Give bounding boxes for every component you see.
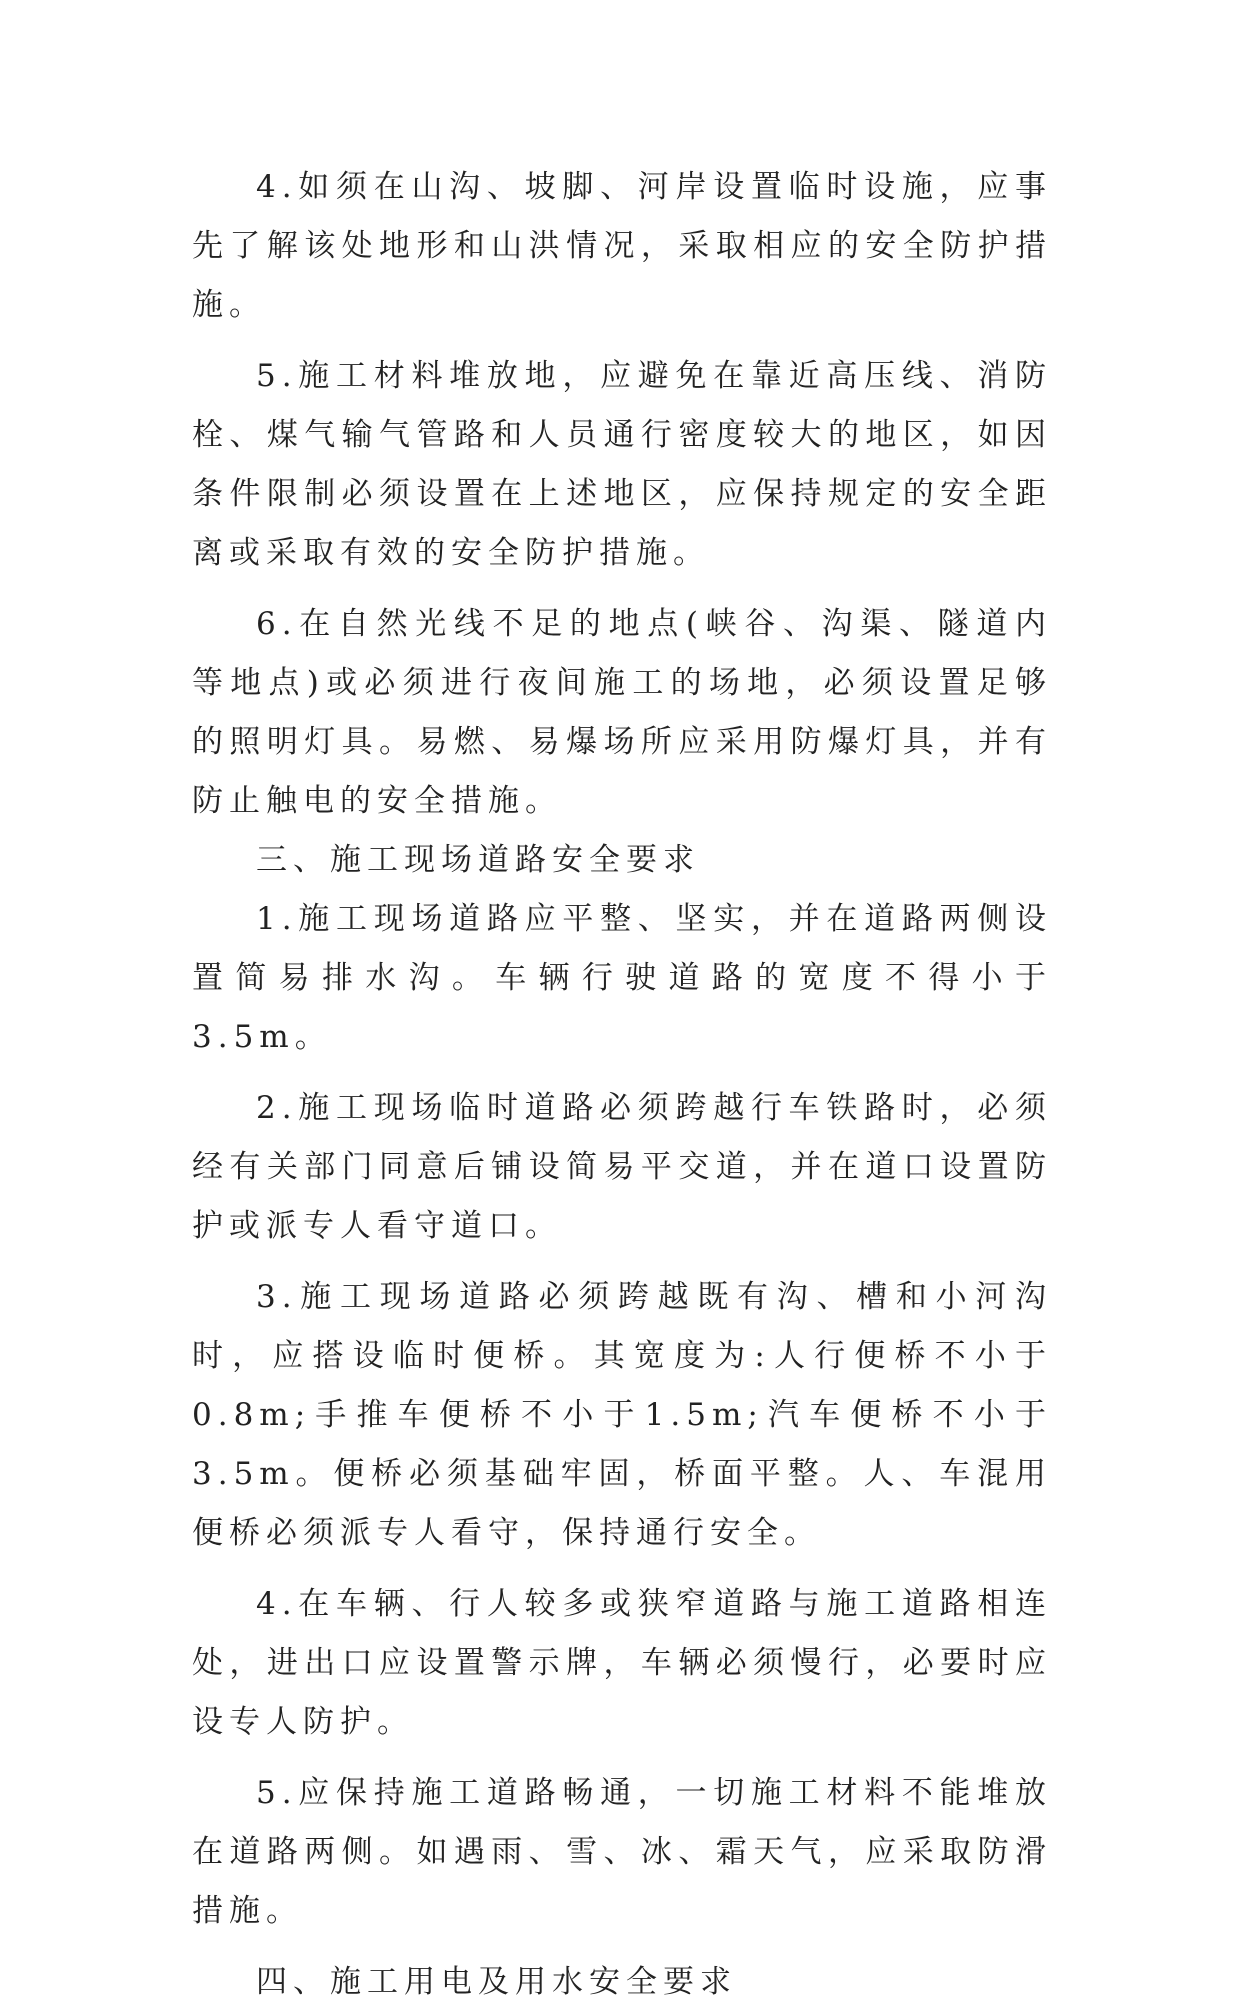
paragraph-road-3: 3.施工现场道路必须跨越既有沟、槽和小河沟时，应搭设临时便桥。其宽度为:人行便桥不小于0.8m;手推车便桥不小于1.5m;汽车便桥不小于3.5m。便桥必须基础牢固，桥面平整。人、车混用便桥必须派专人看守，保持通行安全。 — [192, 1279, 1052, 1551]
section-heading-road-safety: 三、施工现场道路安全要求 — [256, 842, 700, 878]
paragraph-4-temporary-facilities: 4.如须在山沟、坡脚、河岸设置临时设施，应事先了解该处地形和山洪情况，采取相应的安全防护措施。 — [192, 169, 1052, 323]
paragraph-5-material-storage: 5.施工材料堆放地，应避免在靠近高压线、消防栓、煤气输气管路和人员通行密度较大的地区，如因条件限制必须设置在上述地区，应保持规定的安全距离或采取有效的安全防护措施。 — [192, 358, 1052, 571]
section-heading-electricity-water: 四、施工用电及用水安全要求 — [256, 1964, 737, 2000]
paragraph-6-lighting: 6.在自然光线不足的地点(峡谷、沟渠、隧道内等地点)或必须进行夜间施工的场地，必须设置足够的照明灯具。易燃、易爆场所应采用防爆灯具，并有防止触电的安全措施。 — [192, 606, 1052, 819]
paragraph-road-5: 5.应保持施工道路畅通，一切施工材料不能堆放在道路两侧。如遇雨、雪、冰、霜天气，应采取防滑措施。 — [192, 1775, 1052, 1929]
paragraph-road-4: 4.在车辆、行人较多或狭窄道路与施工道路相连处，进出口应设置警示牌，车辆必须慢行，必要时应设专人防护。 — [192, 1586, 1052, 1740]
paragraph-road-1: 1.施工现场道路应平整、坚实，并在道路两侧设置简易排水沟。车辆行驶道路的宽度不得小于3.5m。 — [192, 901, 1052, 1055]
paragraph-road-2: 2.施工现场临时道路必须跨越行车铁路时，必须经有关部门同意后铺设简易平交道，并在道口设置防护或派专人看守道口。 — [192, 1090, 1052, 1244]
document-body — [192, 158, 1052, 2012]
